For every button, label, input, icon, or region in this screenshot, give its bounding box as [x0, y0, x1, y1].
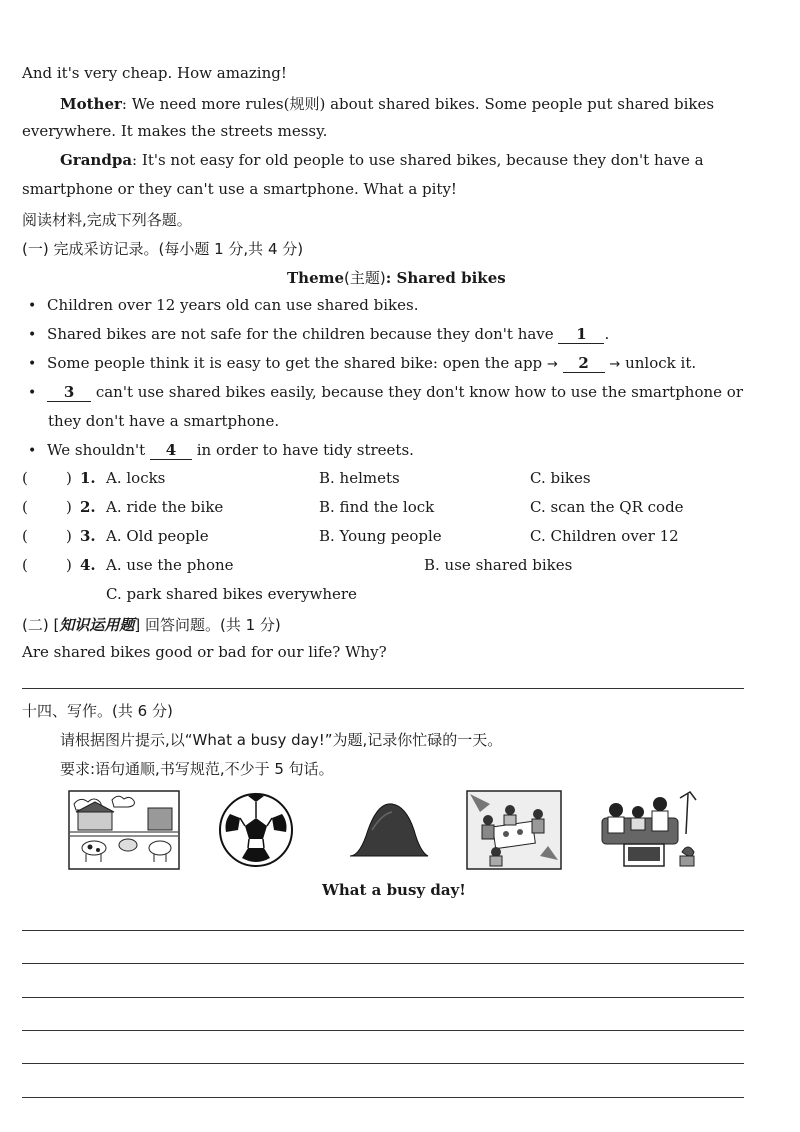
blank-2[interactable]: 2 [563, 354, 605, 373]
bullet-dot: • [28, 385, 37, 401]
option-a[interactable]: A. ride the bike [106, 498, 224, 516]
part2-tag: 知识运用题 [59, 616, 135, 634]
question-number: 4. [80, 556, 96, 574]
question-number: 3. [80, 527, 96, 545]
bullet-4 [28, 383, 743, 402]
theme-cn: (主题) [344, 269, 386, 287]
grandpa-line-1 [60, 151, 704, 169]
theme-en: Theme [287, 269, 345, 287]
blank-1[interactable]: 1 [558, 325, 604, 344]
bullet-dot: • [28, 356, 37, 372]
mother-line-1 [60, 93, 714, 114]
option-b[interactable]: B. Young people [319, 527, 442, 545]
bullet-3-text: Some people think it is easy to get the shared bike: open the app [47, 354, 543, 372]
bullet-dot: • [28, 327, 37, 343]
grandpa-text-1: It's not easy for old people to use shared bikes, because they don't have a [141, 151, 704, 169]
option-c[interactable]: C. Children over 12 [530, 527, 679, 545]
option-a[interactable]: A. locks [106, 469, 166, 487]
bullet-1-text: Children over 12 years old can use shared bikes. [47, 296, 419, 314]
picnic-picture-icon [466, 790, 562, 870]
answer-paren-open[interactable]: ( [22, 469, 28, 487]
question-number: 2. [80, 498, 96, 516]
bullet-4-text-2: they don't have a smartphone. [48, 412, 280, 430]
mother-text-1: We need more rules(规则) about shared bikes. Some people put shared bikes [131, 95, 715, 113]
bullet-5-end: in order to have tidy streets. [196, 441, 414, 459]
writing-number: 十四、 [22, 702, 68, 720]
writing-line-3[interactable] [22, 997, 744, 998]
bullet-2-end: . [604, 325, 610, 343]
mother-speaker: Mother [60, 95, 122, 113]
writing-line-4[interactable] [22, 1030, 744, 1031]
colon: : [121, 95, 127, 113]
grandpa-line-2: smartphone or they can't use a smartphone. What a pity! [22, 180, 457, 198]
theme-title: : Shared bikes [385, 269, 506, 287]
writing-title-text: What a busy day! [322, 881, 466, 899]
bullet-dot: • [28, 443, 37, 459]
option-c[interactable]: C. bikes [530, 469, 591, 487]
reading-instructions: 阅读材料,完成下列各题。 [22, 211, 192, 229]
colon: : [132, 151, 138, 169]
answer-paren-close: ) [66, 469, 72, 487]
bullet-3-end: unlock it. [625, 354, 697, 372]
bullet-2 [28, 325, 609, 344]
option-c[interactable]: C. scan the QR code [530, 498, 684, 516]
arrow-icon: → [609, 357, 621, 372]
bullet-dot: • [28, 298, 37, 314]
answer-paren-close: ) [66, 498, 72, 516]
answer-paren-close: ) [66, 527, 72, 545]
answer-line[interactable] [22, 688, 744, 689]
bullet-5-text: We shouldn't [47, 441, 146, 459]
option-a[interactable]: A. use the phone [106, 556, 234, 574]
question-number: 1. [80, 469, 96, 487]
writing-line-5[interactable] [22, 1063, 744, 1064]
mother-line-2: everywhere. It makes the streets messy. [22, 122, 328, 140]
part2-heading [22, 614, 281, 635]
family-tv-picture-icon [598, 790, 702, 870]
writing-line-1[interactable] [22, 930, 744, 931]
farm-picture-icon [68, 790, 180, 870]
option-c[interactable]: C. park shared bikes everywhere [106, 585, 357, 603]
bullet-5 [28, 441, 414, 460]
grandpa-speaker: Grandpa [60, 151, 133, 169]
writing-prompt: 请根据图片提示,以“What a busy day!”为题,记录你忙碌的一天。 [60, 731, 503, 749]
bullet-1 [28, 296, 419, 314]
answer-paren-open[interactable]: ( [22, 556, 28, 574]
arrow-icon: → [546, 357, 558, 372]
blank-4[interactable]: 4 [150, 441, 192, 460]
soccer-ball-icon [218, 792, 294, 868]
answer-paren-open[interactable]: ( [22, 527, 28, 545]
bullet-4-text-1: can't use shared bikes easily, because they don't know how to use the smartphone or [95, 383, 743, 401]
hill-icon [348, 800, 430, 858]
option-b[interactable]: B. find the lock [319, 498, 435, 516]
option-b[interactable]: B. helmets [319, 469, 400, 487]
writing-title: 写作。(共 6 分) [67, 702, 173, 720]
option-b[interactable]: B. use shared bikes [424, 556, 573, 574]
answer-paren-open[interactable]: ( [22, 498, 28, 516]
part1-heading: (一) 完成采访记录。(每小题 1 分,共 4 分) [22, 240, 304, 258]
answer-paren-close: ) [66, 556, 72, 574]
writing-line-6[interactable] [22, 1097, 744, 1098]
writing-requirement: 要求:语句通顺,书写规范,不少于 5 句话。 [60, 760, 334, 778]
writing-line-2[interactable] [22, 963, 744, 964]
part2-question: Are shared bikes good or bad for our life? Why? [22, 643, 387, 661]
theme-heading [287, 267, 506, 288]
part2-suffix: ] 回答问题。(共 1 分) [134, 616, 281, 634]
part2-prefix: (二) [ [22, 616, 60, 634]
writing-heading [22, 700, 173, 721]
blank-3[interactable]: 3 [47, 383, 91, 402]
bullet-3 [28, 354, 696, 373]
bullet-2-text: Shared bikes are not safe for the children because they don't have [47, 325, 554, 343]
option-a[interactable]: A. Old people [106, 527, 209, 545]
dialogue-line-0: And it's very cheap. How amazing! [22, 64, 287, 82]
